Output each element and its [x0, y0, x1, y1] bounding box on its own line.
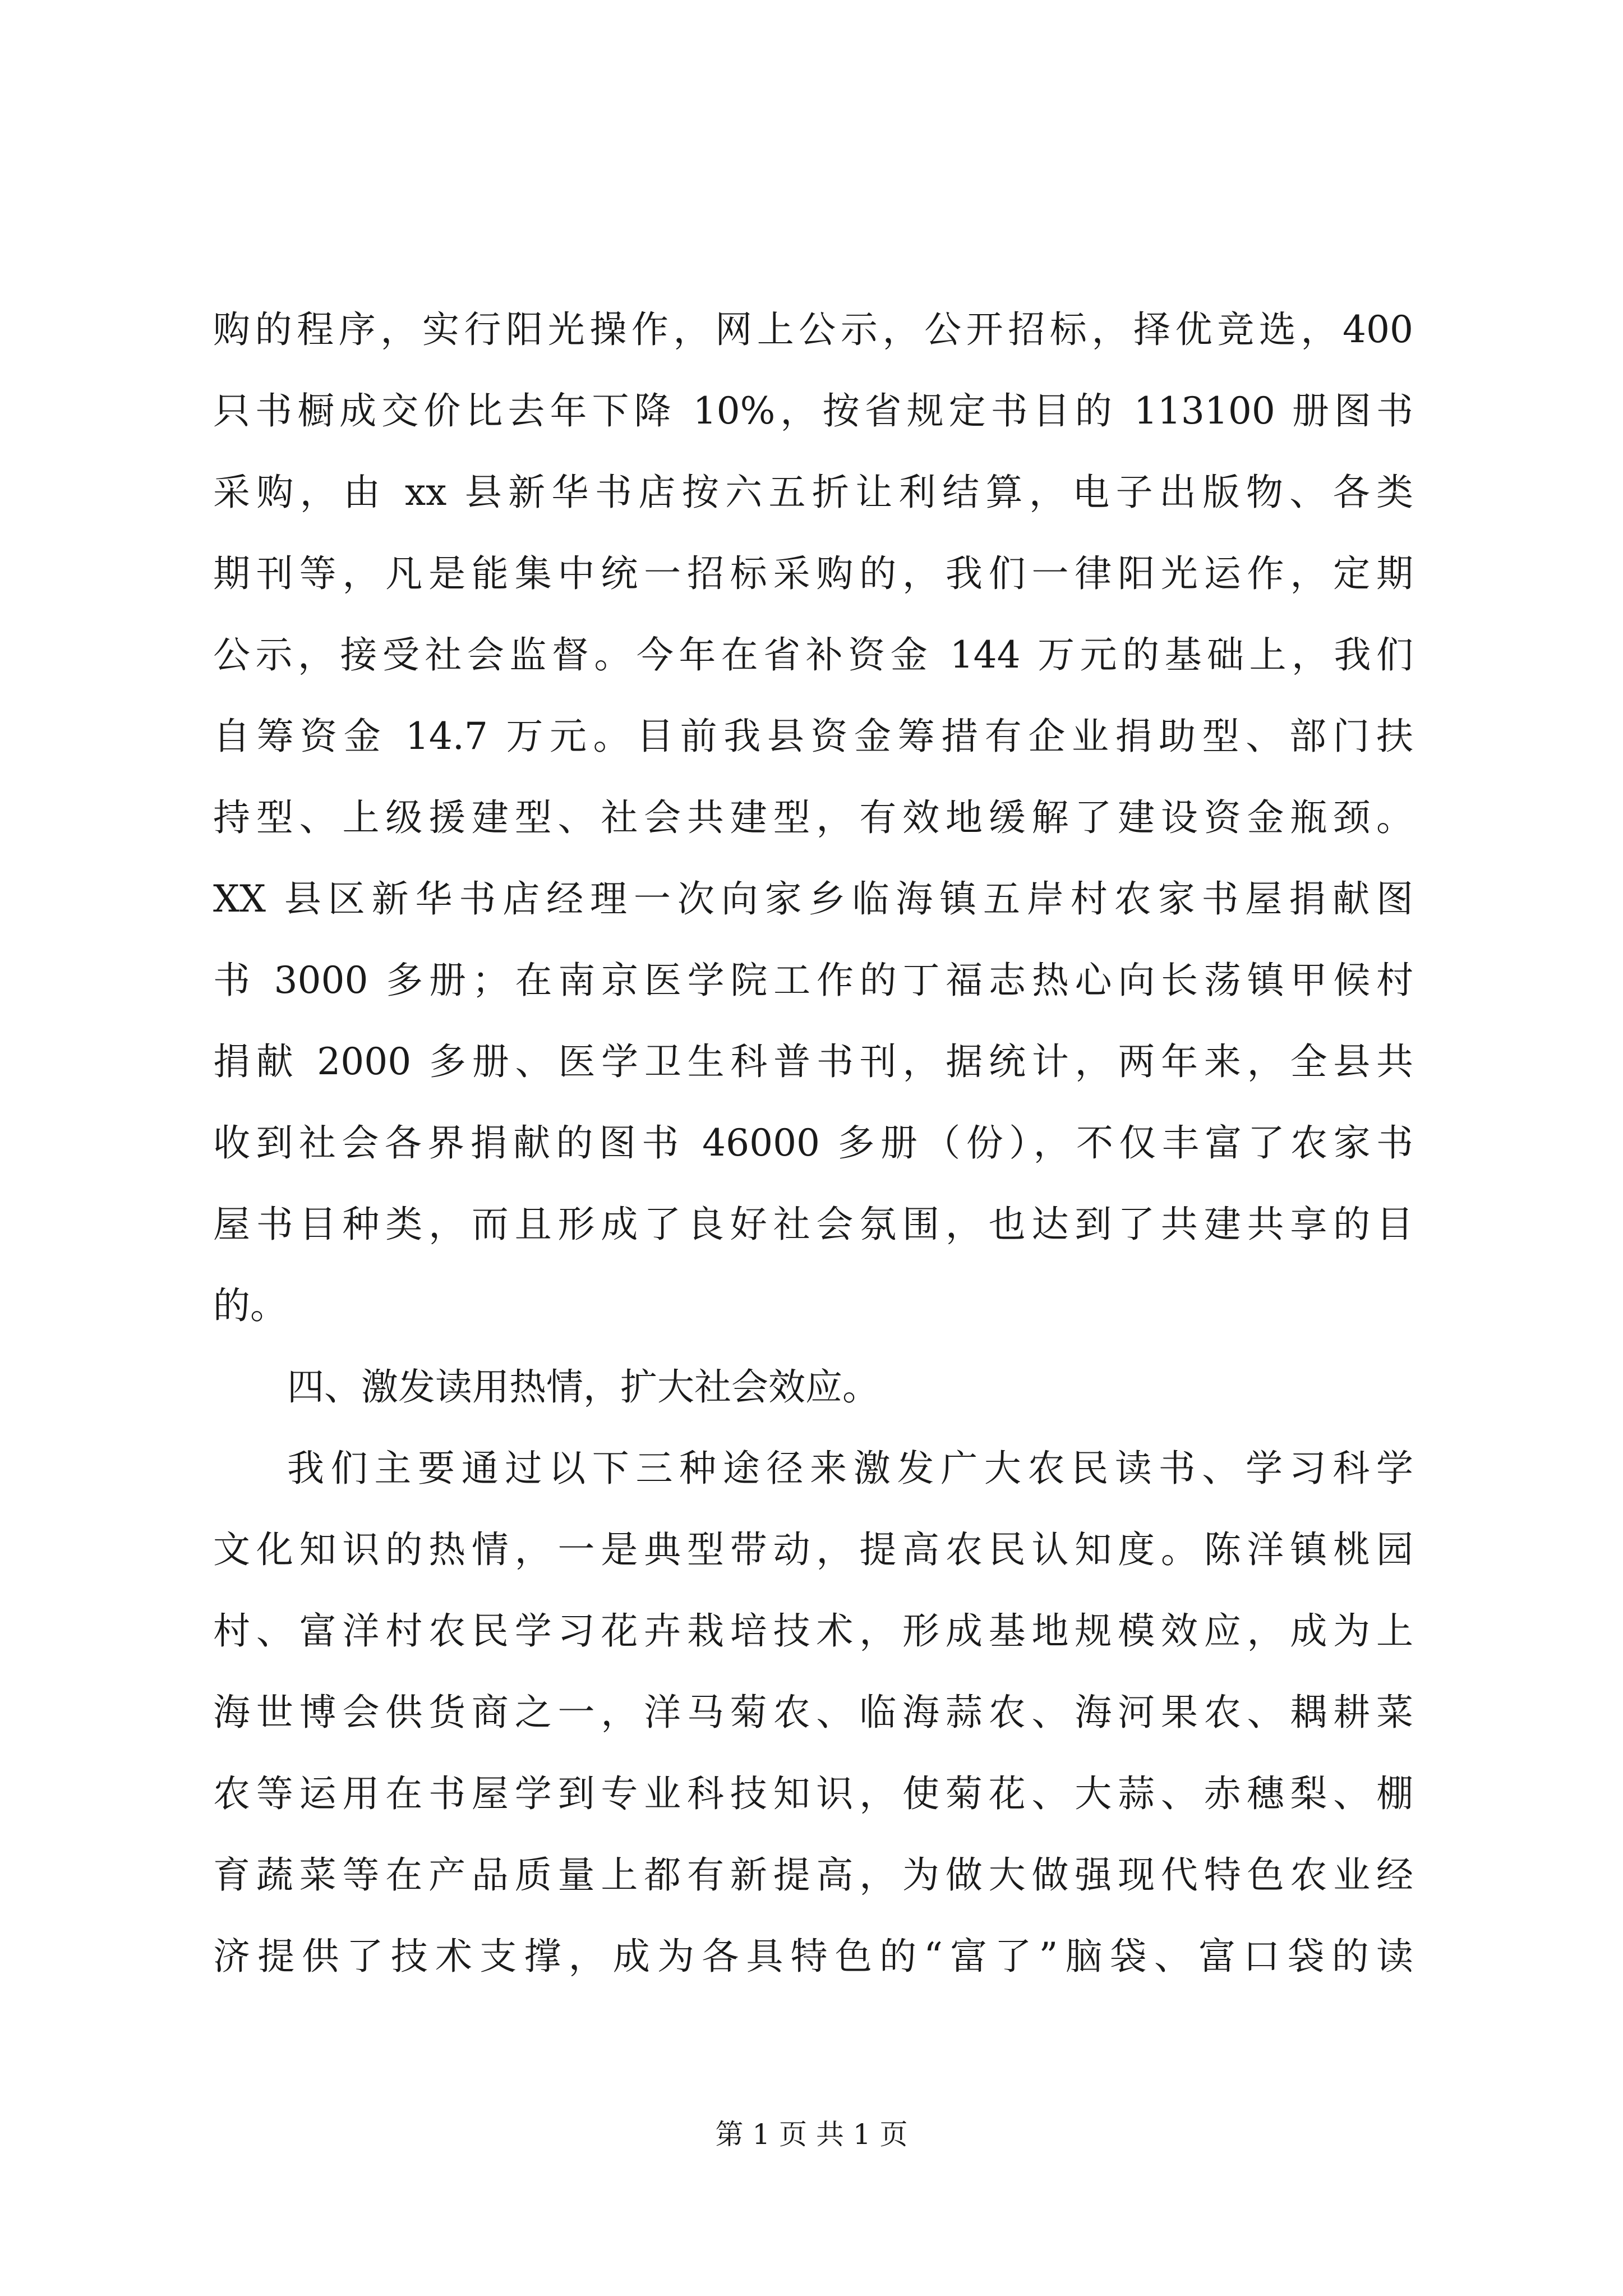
text-line: 书 3000 多册；在南京医学院工作的丁福志热心向长荡镇甲候村 — [213, 959, 1413, 1002]
section-heading: 四、激发读用热情，扩大社会效应。 — [287, 1365, 879, 1409]
page-footer: 第 1 页 共 1 页 — [715, 2118, 908, 2151]
text-line: 收到社会各界捐献的图书 46000 多册（份），不仅丰富了农家书 — [213, 1121, 1413, 1165]
text-line: 育蔬菜等在产品质量上都有新提高，为做大做强现代特色农业经 — [213, 1853, 1413, 1897]
text-line: 的。 — [213, 1284, 287, 1327]
text-line: 持型、上级援建型、社会共建型，有效地缓解了建设资金瓶颈。 — [213, 796, 1413, 839]
text-line: 公示，接受社会监督。今年在省补资金 144 万元的基础上，我们 — [213, 633, 1413, 677]
body-text — [213, 289, 1413, 1997]
text-line: 济提供了技术支撑，成为各具特色的“富了”脑袋、富口袋的读 — [213, 1935, 1413, 1978]
text-line: 农等运用在书屋学到专业科技知识，使菊花、大蒜、赤穗梨、棚 — [213, 1772, 1413, 1815]
text-line: 捐献 2000 多册、医学卫生科普书刊，据统计，两年来，全县共 — [213, 1040, 1413, 1083]
text-line: XX 县区新华书店经理一次向家乡临海镇五岸村农家书屋捐献图 — [213, 877, 1413, 921]
text-line: 海世博会供货商之一，洋马菊农、临海蒜农、海河果农、耦耕菜 — [213, 1691, 1413, 1734]
text-line: 自筹资金 14.7 万元。目前我县资金筹措有企业捐助型、部门扶 — [213, 715, 1413, 758]
text-line: 文化知识的热情，一是典型带动，提高农民认知度。陈洋镇桃园 — [213, 1528, 1413, 1571]
text-line: 只书橱成交价比去年下降 10%，按省规定书目的 113100 册图书 — [213, 389, 1413, 432]
text-line: 期刊等，凡是能集中统一招标采购的，我们一律阳光运作，定期 — [213, 552, 1413, 595]
text-line: 采购，由 xx 县新华书店按六五折让利结算，电子出版物、各类 — [213, 471, 1413, 514]
text-line: 购的程序，实行阳光操作，网上公示，公开招标，择优竞选，400 — [213, 308, 1413, 351]
text-line: 屋书目种类，而且形成了良好社会氛围，也达到了共建共享的目 — [213, 1203, 1413, 1246]
text-line: 我们主要通过以下三种途径来激发广大农民读书、学习科学 — [287, 1447, 1413, 1490]
text-line: 村、富洋村农民学习花卉栽培技术，形成基地规模效应，成为上 — [213, 1609, 1413, 1653]
